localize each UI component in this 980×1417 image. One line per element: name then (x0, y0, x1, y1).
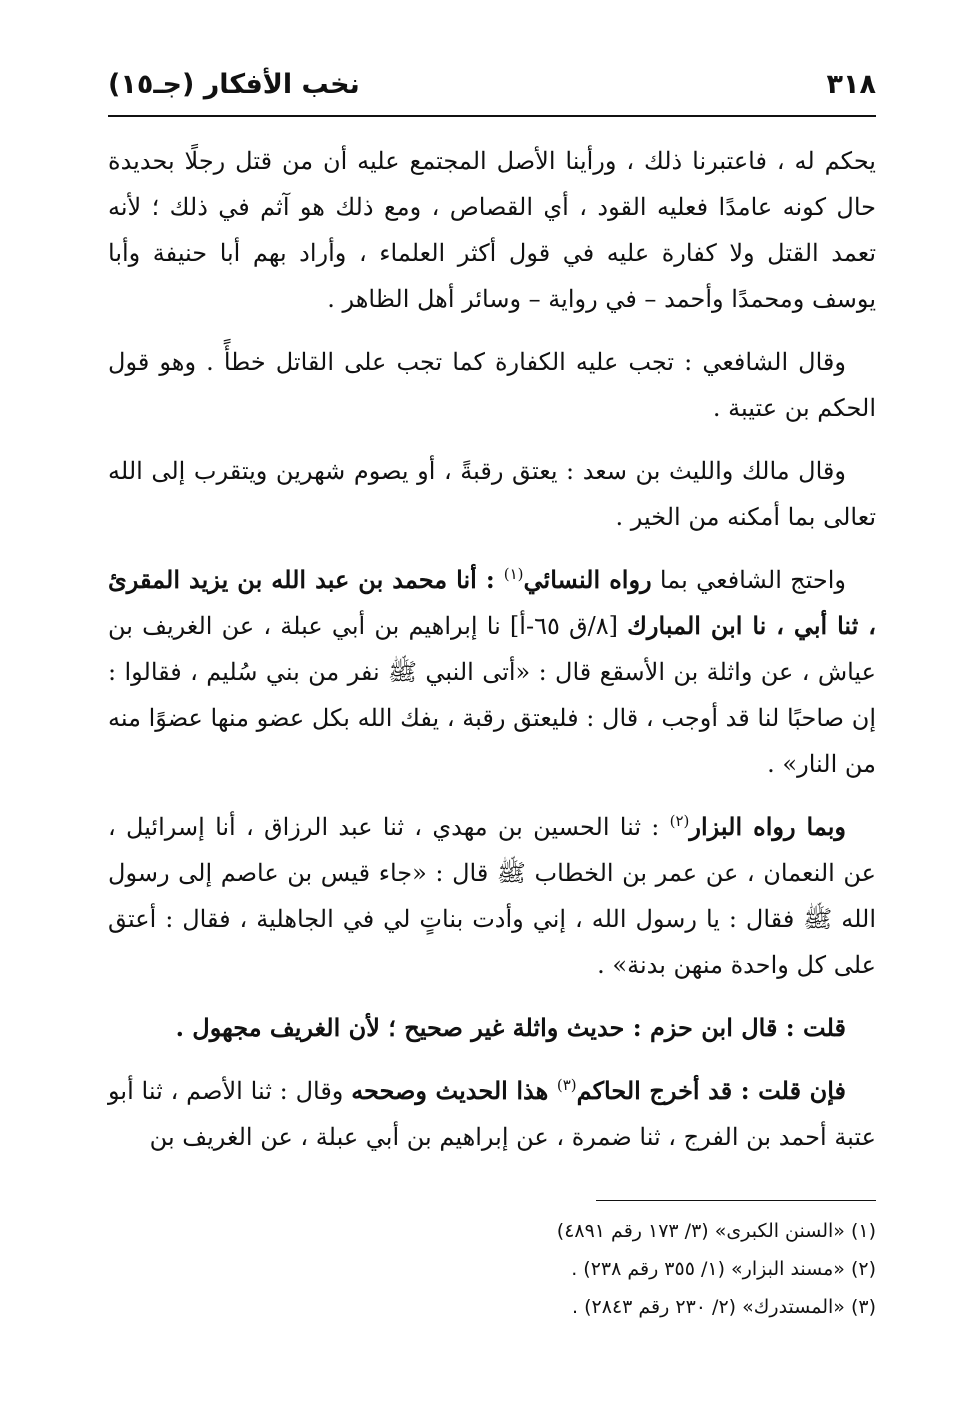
footnote-ref-2: (٢) (669, 812, 690, 830)
paragraph-1-text: يحكم له ، فاعتبرنا ذلك ، ورأينا الأصل المجتمع عليه أن من قتل رجلًا بحديدة حال كونه عامدًا فعليه القود ، أي القصاص ، ومع ذلك هو آثم في ذلك ؛ لأنه تعمد القتل ولا كفارة عليه في قول أكثر العلماء ، وأراد بهم أبا حنيفة وأبا يوسف ومحمدًا وأحمد – في رواية – وسائر أهل الظاهر . (108, 147, 876, 313)
hakim-authentication: هذا الحديث وصححه (351, 1076, 557, 1105)
page-number: ٣١٨ (826, 68, 876, 100)
footnote-ref-3: (٣) (556, 1076, 577, 1094)
main-text (108, 138, 876, 1177)
footnote-3: (٣) «المستدرك» (٢/ ٢٣٠ رقم ٢٨٤٣) . (572, 1296, 876, 1318)
header-divider (108, 115, 876, 117)
footnote-2: (٢) «مسند البزار» (١/ ٣٥٥ رقم ٢٣٨) . (571, 1258, 876, 1280)
paragraph-2 (108, 339, 876, 431)
paragraph-5-text: : ثنا الحسين بن مهدي ، ثنا عبد الرزاق ، أنا إسرائيل ، عن النعمان ، عن عمر بن الخطاب ﷺ قال : «جاء قيس بن عاصم إلى رسول الله ﷺ فقال : يا رسول الله ، إني وأدت بناتٍ لي في الجاهلية ، فقال : أعتق على كل واحدة منهن بدنة» . (108, 813, 876, 979)
footnote-divider (596, 1200, 876, 1201)
paragraph-7-text: وقال : ثنا الأصم ، ثنا أبو عتبة أحمد بن الفرج ، ثنا ضمرة ، عن إبراهيم بن أبي عبلة ، عن الغريف بن (108, 1077, 876, 1151)
footnotes (108, 1212, 876, 1326)
paragraph-4-intro: واحتج الشافعي بما (651, 566, 847, 594)
paragraph-4 (108, 557, 876, 787)
paragraph-1 (108, 138, 876, 322)
paragraph-2-text: وقال الشافعي : تجب عليه الكفارة كما تجب على القاتل خطأً . وهو قول الحكم بن عتيبة . (108, 348, 876, 422)
paragraph-4-text: [٨/ق ٦٥-أ] نا إبراهيم بن أبي عبلة ، عن الغريف بن عياش ، عن واثلة بن الأسقع قال : «أتى النبي ﷺ نفر من بني سُليم ، فقالوا : إن صاحبًا لنا قد أوجب ، قال : فليعتق رقبة ، يفك الله بكل عضو منها عضوًا منه من النار» . (108, 612, 877, 778)
source-hakim: فإن قلت : قد أخرج الحاكم (576, 1076, 847, 1105)
page-header (108, 62, 876, 106)
footnote-1: (١) «السنن الكبرى» (٣/ ١٧٣ رقم ٤٨٩١) (556, 1220, 876, 1242)
paragraph-3 (108, 448, 876, 540)
paragraph-6 (108, 1005, 876, 1051)
footnote-ref-1: (١) (503, 565, 524, 583)
paragraph-3-text: وقال مالك والليث بن سعد : يعتق رقبةً ، أو يصوم شهرين ويتقرب إلى الله تعالى بما أمكنه من الخير . (108, 457, 876, 531)
source-nasai: رواه النسائي (523, 565, 652, 594)
paragraph-6-text: قلت : قال ابن حزم : حديث واثلة غير صحيح ؛ لأن الغريف مجهول . (175, 1013, 846, 1042)
paragraph-5 (108, 804, 876, 988)
isnad-heading: : أنا محمد بن عبد الله بن يزيد المقرئ ، ثنا أبي ، نا ابن المبارك (108, 565, 876, 640)
paragraph-7 (108, 1068, 876, 1160)
source-bazzar: وبما رواه البزار (689, 812, 846, 841)
book-title: نخب الأفكار (جـ١٥) (108, 68, 360, 100)
